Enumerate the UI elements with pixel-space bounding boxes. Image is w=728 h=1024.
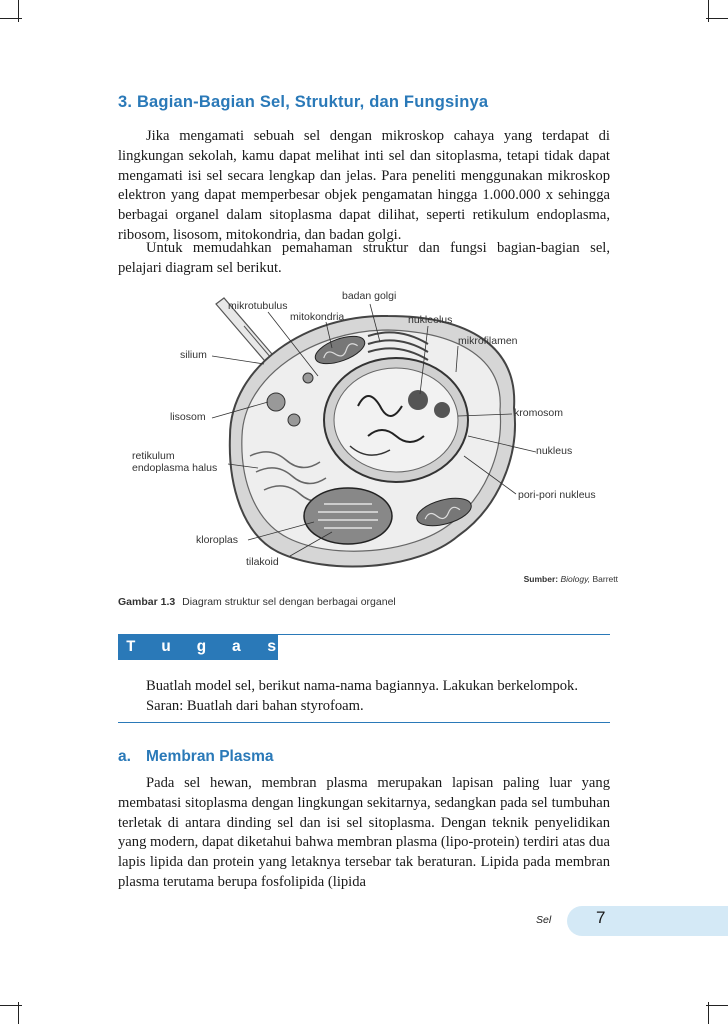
cell-diagram bbox=[118, 286, 618, 590]
source-prefix: Sumber: bbox=[523, 574, 559, 584]
label-mitokondria: mitokondria bbox=[290, 311, 345, 323]
crop-mark-top-right-h bbox=[706, 18, 728, 19]
label-lisosom: lisosom bbox=[170, 411, 206, 423]
chloroplast-shape bbox=[304, 488, 392, 544]
source-title: Biology, bbox=[560, 574, 591, 584]
nucleus-shape bbox=[324, 358, 468, 482]
cell-illustration bbox=[118, 286, 618, 590]
diagram-intro-paragraph: Untuk memudahkan pemahaman struktur dan fungsi bagian-bagian sel, pelajari diagram sel berikut. bbox=[118, 240, 610, 276]
label-badan-golgi: badan golgi bbox=[342, 290, 397, 302]
figure-caption bbox=[118, 596, 396, 608]
task-top-rule bbox=[278, 634, 610, 635]
crop-mark-bottom-left-h bbox=[0, 1005, 22, 1006]
source-author: Barrett bbox=[592, 574, 618, 584]
page-number: 7 bbox=[596, 908, 606, 927]
intro-paragraph: Jika mengamati sebuah sel dengan mikroskop cahaya yang terdapat di lingkungan sekolah, kamu dapat melihat inti sel dan sitoplasma, tetapi tidak dapat mengamati isi sel secara lengkap dan jelas. Para peneliti menggunakan mikroskop elektron yang dapat memperbesar objek pengamatan hingga 1.000.000 x sehingga berbagai organel dalam sitoplasma dapat dilihat, seperti retikulum endoplasma, ribosom, lisosom, mitokondria, dan badan golgi. bbox=[118, 128, 610, 243]
crop-mark-top-left-h bbox=[0, 18, 22, 19]
figure-source bbox=[524, 574, 618, 584]
caption-text: Diagram struktur sel dengan berbagai organel bbox=[182, 596, 396, 608]
label-mikrofilamen: mikrofilamen bbox=[458, 335, 518, 347]
task-bottom-rule bbox=[118, 722, 610, 723]
footer-tab bbox=[567, 906, 728, 936]
footer-chapter: Sel bbox=[536, 914, 552, 926]
subsection-title: Membran Plasma bbox=[146, 748, 274, 765]
subsection-heading bbox=[118, 748, 274, 766]
label-nukleus: nukleus bbox=[536, 445, 573, 457]
label-nukleolus: nukleolus bbox=[408, 314, 453, 326]
label-silium: silium bbox=[180, 349, 207, 361]
label-mikrotubulus: mikrotubulus bbox=[228, 300, 288, 312]
crop-mark-bottom-right-h bbox=[706, 1005, 728, 1006]
label-tilakoid: tilakoid bbox=[246, 556, 279, 568]
task-body bbox=[146, 676, 612, 716]
task-title: T u g a s 1.1 bbox=[118, 634, 278, 660]
label-kromosom: kromosom bbox=[514, 407, 564, 419]
task-line-2: Saran: Buatlah dari bahan styrofoam. bbox=[146, 698, 364, 714]
label-retikulum: retikulum bbox=[132, 450, 175, 462]
label-pori-pori-nukleus: pori-pori nukleus bbox=[518, 489, 596, 501]
label-endoplasma-halus: endoplasma halus bbox=[132, 462, 218, 474]
section-heading: 3. Bagian-Bagian Sel, Struktur, dan Fungsinya bbox=[118, 93, 489, 111]
caption-number: Gambar 1.3 bbox=[118, 596, 176, 608]
membrane-paragraph: Pada sel hewan, membran plasma merupakan lapisan paling luar yang membatasi sitoplasma dengan lingkungan sekitarnya, sedangkan pada sel tumbuhan terletak di antara dinding sel dan isi sel sitoplasma. Dengan teknik penyelidikan yang modern, dapat diketahui bahwa membran plasma (lipo-protein) terdiri atas dua lapis lipida dan protein yang letaknya tersebar tak beraturan. Lipida pada membran plasma terutama berupa fosfolipida (lipida bbox=[118, 775, 610, 890]
subsection-number: a. bbox=[118, 748, 131, 765]
label-kloroplas: kloroplas bbox=[196, 534, 239, 546]
task-line-1: Buatlah model sel, berikut nama-nama bagiannya. Lakukan berkelompok. bbox=[146, 678, 578, 694]
